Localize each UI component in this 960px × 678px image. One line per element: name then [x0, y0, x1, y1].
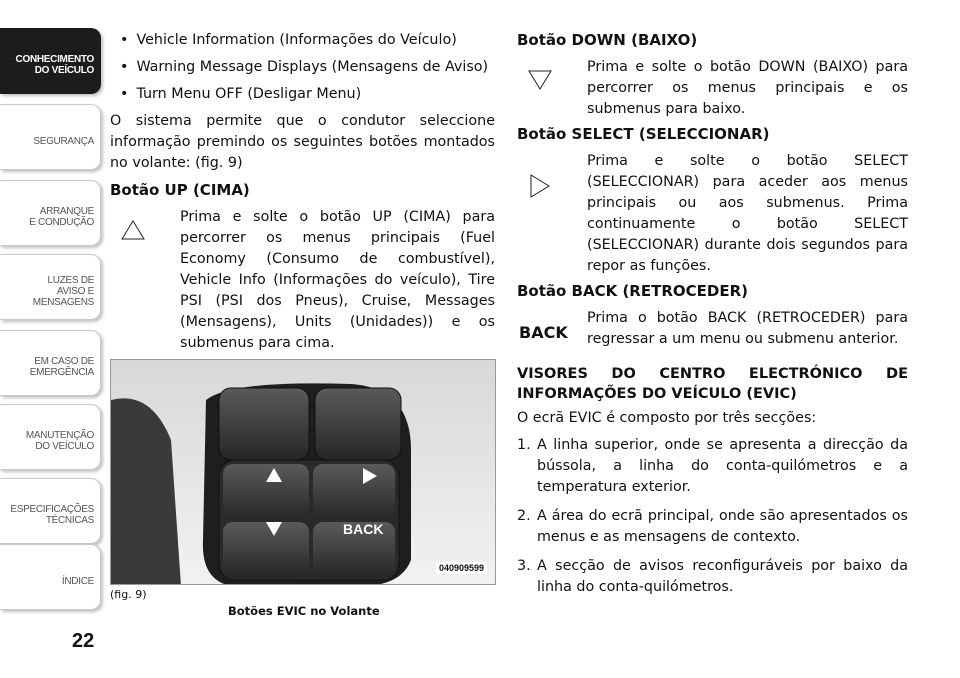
tab-label: ESPECIFICAÇÕES TÉCNICAS	[10, 504, 94, 526]
chapter-sidebar	[0, 28, 101, 608]
back-button-label: BACK	[343, 521, 384, 537]
left-column	[110, 30, 495, 354]
triangle-right-icon	[525, 171, 555, 201]
select-text: Prima e solte o botão SELECT (SELECCIONAR) para aceder aos menus principais ou aos submenus. Prima continuamente o botão SELECT (SELECCIONAR) durante dois segundos para repor as funções.	[587, 153, 908, 274]
tab-luzes[interactable]	[0, 254, 101, 320]
tab-seguranca[interactable]	[0, 104, 101, 170]
back-heading: Botão BACK (RETROCEDER)	[517, 282, 748, 300]
right-column	[517, 30, 908, 606]
list-item	[517, 435, 908, 498]
back-block	[517, 308, 908, 350]
tab-emergencia[interactable]	[0, 330, 101, 396]
back-text: Prima o botão BACK (RETROCEDER) para regressar a um menu ou submenu anterior.	[587, 310, 908, 347]
item-number: 3.	[517, 558, 531, 574]
steering-buttons-illustration	[111, 360, 496, 585]
down-text: Prima e solte o botão DOWN (BAIXO) para percorrer os menus principais e os submenus para baixo.	[587, 59, 908, 117]
back-icon: BACK	[519, 323, 568, 342]
figure-code: 040909599	[436, 562, 487, 574]
tab-label: LUZES DE AVISO E MENSAGENS	[32, 274, 94, 308]
section-heading: VISORES DO CENTRO ELECTRÓNICO DE INFORMAÇÕES DO VEÍCULO (EVIC)	[517, 366, 908, 402]
select-heading: Botão SELECT (SELECCIONAR)	[517, 125, 770, 143]
list-item: • Vehicle Information (Informações do Veículo)	[110, 30, 495, 51]
list-item	[517, 506, 908, 548]
up-block	[110, 207, 495, 354]
tab-arranque[interactable]	[0, 180, 101, 246]
item-number: 2.	[517, 508, 531, 524]
section-intro: O ecrã EVIC é composto por três secções:	[517, 410, 817, 426]
list-item: • Turn Menu OFF (Desligar Menu)	[110, 84, 495, 105]
item-text: A área do ecrã principal, onde são apresentados os menus e as mensagens de contexto.	[537, 508, 908, 545]
tab-manutencao[interactable]	[0, 404, 101, 470]
tab-label: ARRANQUE E CONDUÇÃO	[29, 206, 94, 228]
item-text: A secção de avisos reconfiguráveis por baixo da linha do conta-quilómetros.	[537, 558, 908, 595]
tab-conhecimento[interactable]	[0, 28, 101, 94]
tab-label: SEGURANÇA	[33, 135, 94, 147]
down-heading: Botão DOWN (BAIXO)	[517, 31, 698, 49]
steering-wheel-figure	[110, 359, 496, 585]
up-heading: Botão UP (CIMA)	[110, 181, 250, 199]
sections-list	[517, 435, 908, 598]
page-number: 22	[72, 630, 95, 652]
figure-caption: Botões EVIC no Volante	[228, 604, 380, 618]
tab-label: ÍNDICE	[61, 575, 94, 587]
item-number: 1.	[517, 437, 531, 453]
select-block	[517, 151, 908, 277]
triangle-up-icon	[118, 215, 148, 245]
item-text: A linha superior, onde se apresenta a direcção da bússola, a linha do conta-quilómetros e a temperatura exterior.	[537, 437, 908, 495]
tab-label: EM CASO DE EMERGÊNCIA	[29, 356, 94, 378]
tab-label: CONHECIMENTO DO VEÍCULO	[15, 54, 94, 76]
intro-paragraph: O sistema permite que o condutor seleccione informação premindo os seguintes botões montados no volante: (fig. 9)	[110, 113, 495, 171]
list-item: • Warning Message Displays (Mensagens de Aviso)	[110, 57, 495, 78]
up-text: Prima e solte o botão UP (CIMA) para percorrer os menus principais (Fuel Economy (Consumo de combustível), Vehicle Info (Informações do veículo), Tire PSI (PSI dos Pneus), Cruise, Messages (Mensagens), Units (Unidades)) e os submenus para cima.	[180, 209, 495, 351]
triangle-down-icon	[525, 65, 555, 95]
tab-especificacoes[interactable]	[0, 478, 101, 544]
figure-label: (fig. 9)	[110, 588, 147, 601]
tab-indice[interactable]	[0, 544, 101, 610]
down-block	[517, 57, 908, 120]
list-item	[517, 556, 908, 598]
tab-label: MANUTENÇÃO DO VEÍCULO	[25, 430, 94, 452]
